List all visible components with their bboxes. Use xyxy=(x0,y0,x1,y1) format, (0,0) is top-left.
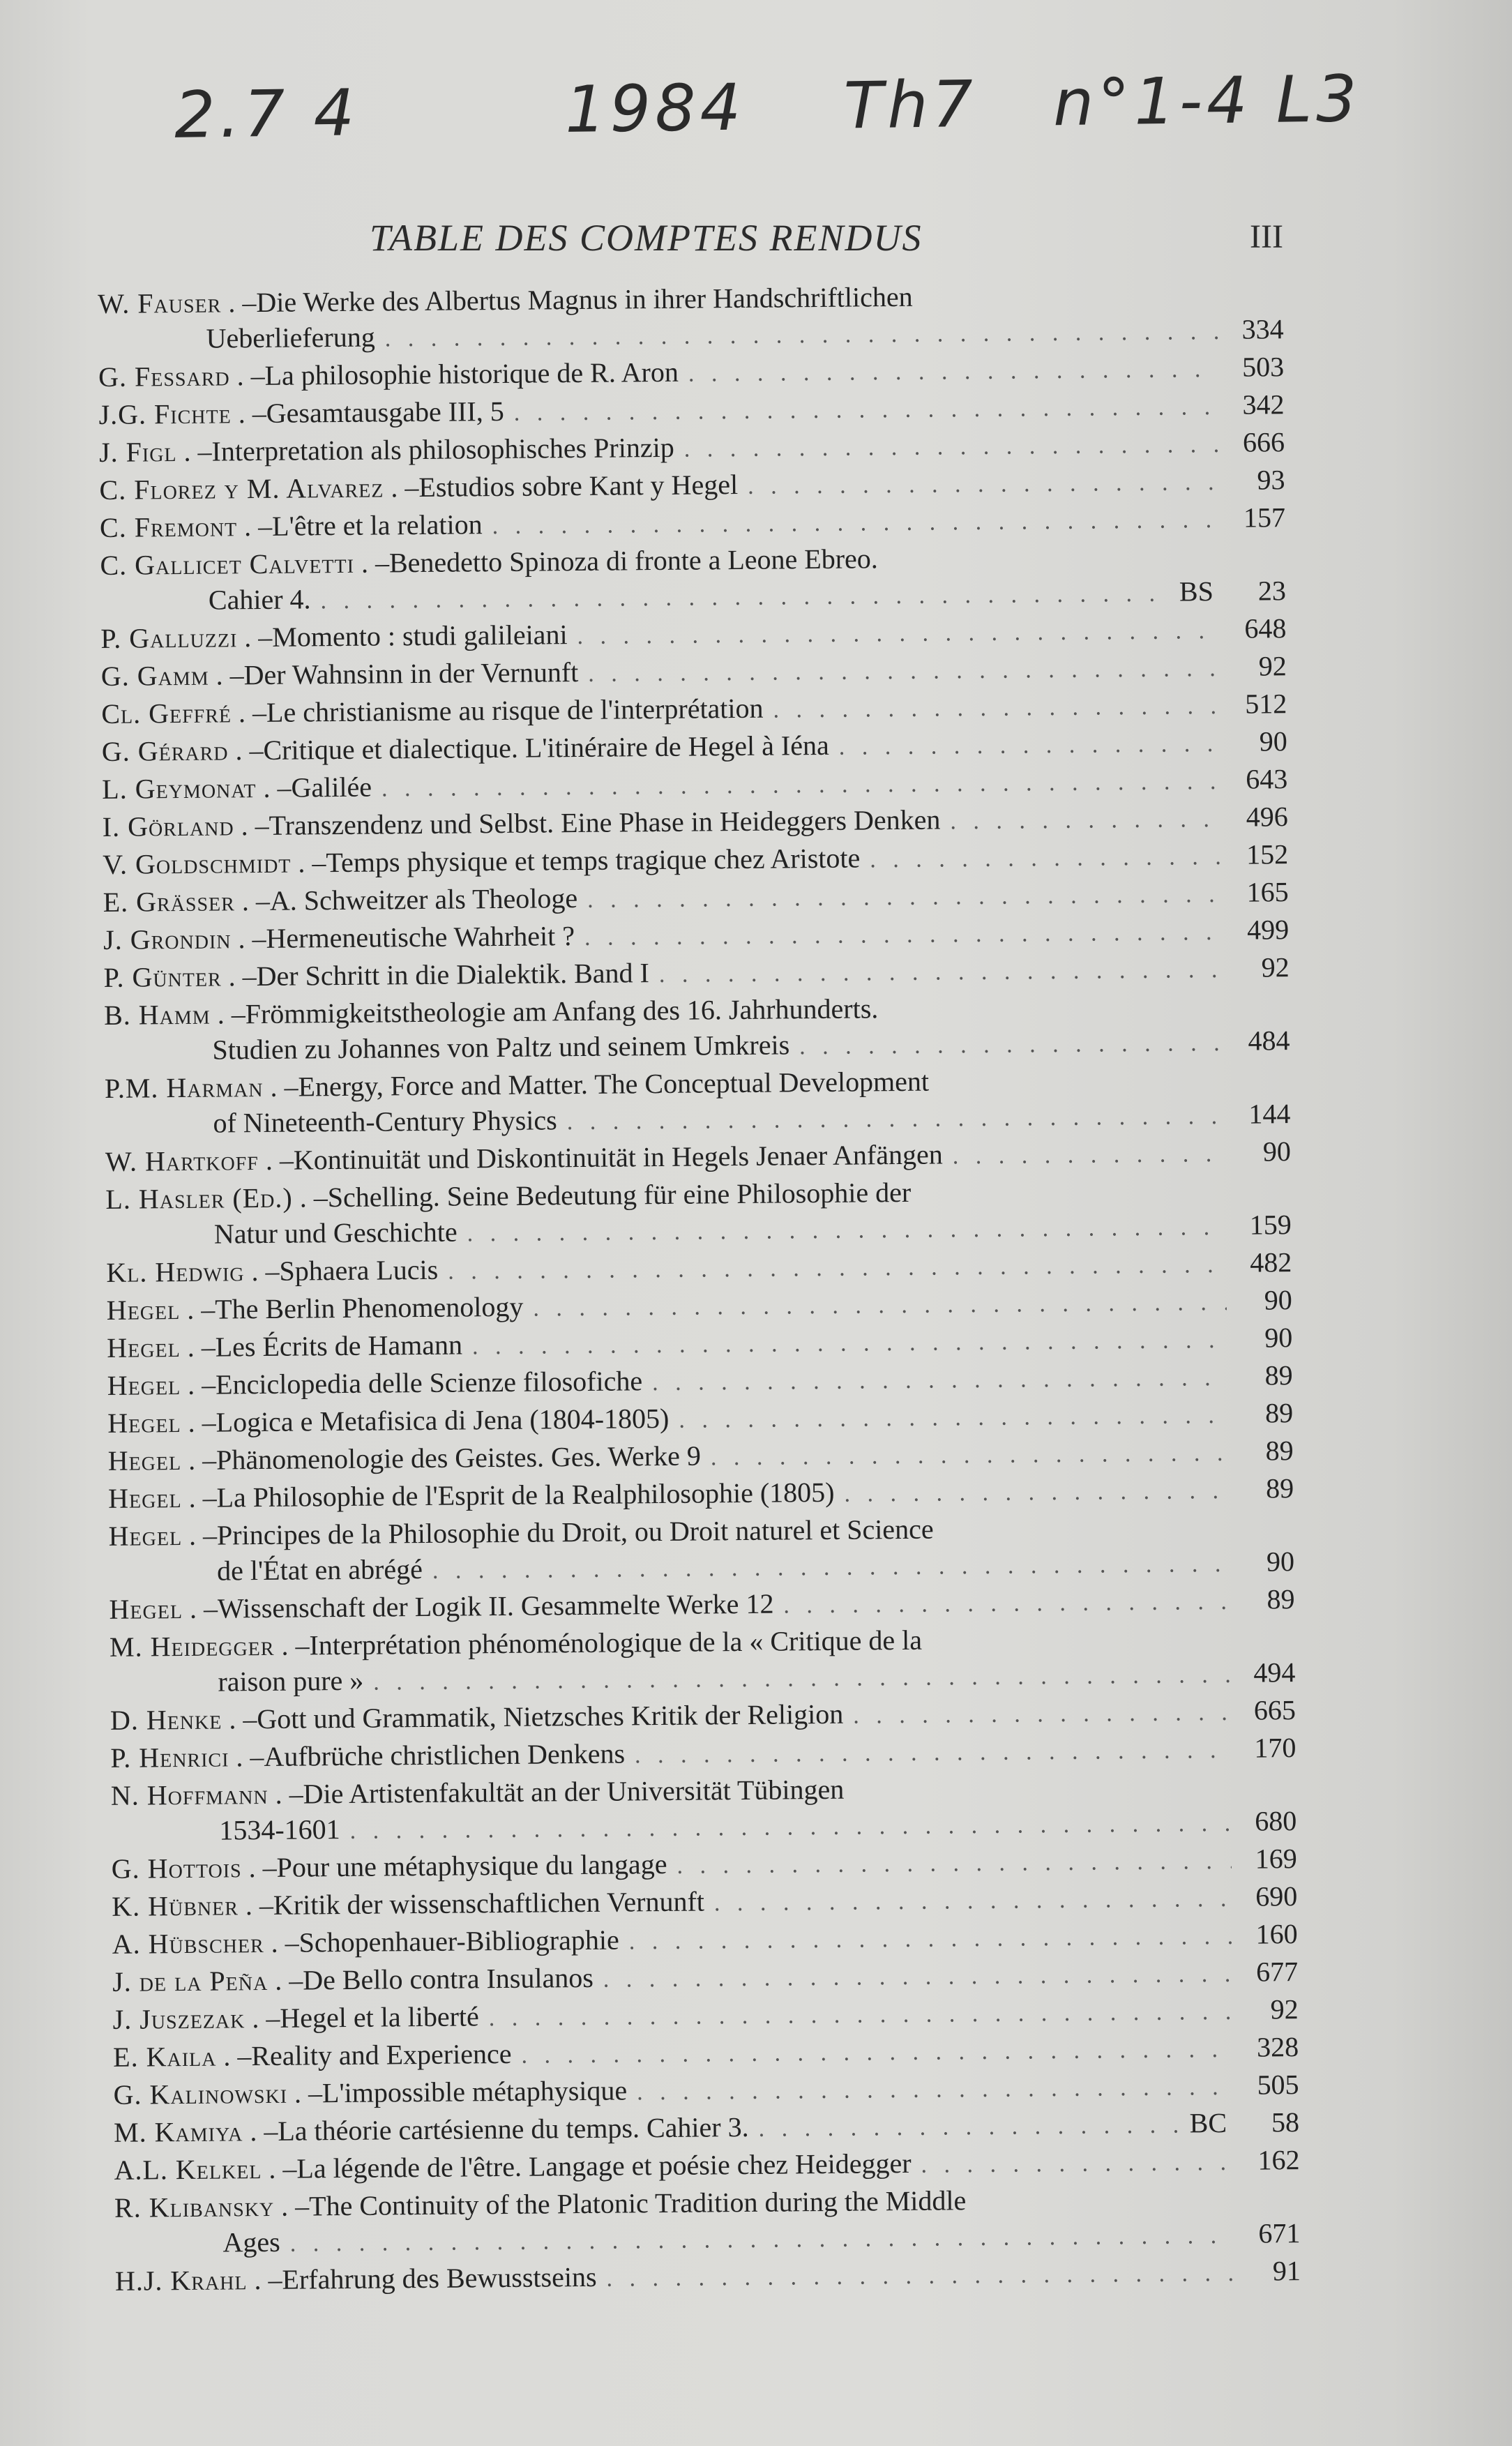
author-separator: . – xyxy=(243,510,273,543)
author-separator: . – xyxy=(271,1926,299,1958)
entry-page-number: 169 xyxy=(1255,1843,1297,1875)
author-separator: . – xyxy=(269,2152,297,2184)
entry-title: Die Artistenfakultät an der Universität Tübingen xyxy=(303,1773,845,1810)
index-entry xyxy=(104,987,1290,1071)
entry-author: Hegel xyxy=(107,1331,181,1364)
entry-page-number: 90 xyxy=(1262,1135,1292,1168)
entry-page-number: 23 xyxy=(1257,575,1287,607)
index-entry xyxy=(108,1508,1294,1592)
author-separator: . – xyxy=(248,1851,277,1884)
entry-title: Transzendenz und Selbst. Eine Phase in Heideggers Denken xyxy=(269,803,941,841)
dot-leader xyxy=(587,877,1223,918)
entry-author: Hegel xyxy=(107,1444,182,1477)
index-entry xyxy=(114,2180,1301,2263)
entry-title: The Berlin Phenomenology xyxy=(215,1290,524,1325)
author-separator: . – xyxy=(280,2190,310,2222)
entry-author: H.J. Krahl xyxy=(114,2264,248,2297)
entry-title: Kontinuität und Diskontinuität in Hegels Jenaer Anfängen xyxy=(293,1138,943,1176)
entry-title: La Philosophie de l'Esprit de la Realphilosophie (1805) xyxy=(216,1476,835,1513)
entry-page-number: 152 xyxy=(1246,838,1289,870)
dot-leader xyxy=(603,1956,1233,1998)
entry-title: Die Werke des Albertus Magnus in ihrer Handschriftlichen xyxy=(256,280,913,319)
author-separator: . – xyxy=(252,2002,280,2034)
dot-leader xyxy=(799,1025,1225,1064)
entry-title: The Continuity of the Platonic Tradition during the Middle xyxy=(308,2184,967,2222)
entry-title: Aufbrüche christlichen Denkens xyxy=(264,1737,626,1772)
entry-author: P. Galluzzi xyxy=(100,621,238,654)
entry-page-number: 482 xyxy=(1250,1246,1292,1278)
entry-title: Momento : studi galileiani xyxy=(272,619,568,653)
entry-author: W. Hartkoff xyxy=(105,1145,259,1177)
author-separator: . – xyxy=(236,359,265,392)
dot-leader xyxy=(711,1435,1228,1475)
author-separator: . – xyxy=(188,1481,217,1513)
entry-author: N. Hoffmann xyxy=(110,1778,269,1811)
author-separator: . – xyxy=(223,2040,252,2072)
entry-title: Reality and Experience xyxy=(251,2037,512,2072)
author-separator: . – xyxy=(245,1889,274,1922)
entry-title: A. Schweitzer als Theologe xyxy=(269,882,578,916)
entry-author: J. Juszezak xyxy=(112,2002,245,2035)
author-separator: . – xyxy=(183,435,212,467)
dot-leader xyxy=(853,1695,1230,1734)
index-entry xyxy=(111,1767,1297,1851)
handwritten-note: 2.7 4 xyxy=(174,75,359,153)
entry-author: D. Henke xyxy=(109,1703,222,1736)
author-separator: . – xyxy=(217,998,245,1030)
entry-author: L. Hasler (Ed.) xyxy=(105,1182,293,1215)
index-entry xyxy=(100,537,1286,621)
entry-page-number: 58 xyxy=(1271,2106,1300,2138)
author-separator: . – xyxy=(299,1182,328,1214)
handwritten-note: 1984 xyxy=(564,70,746,148)
dot-leader xyxy=(567,1099,1225,1140)
entry-page-number: 328 xyxy=(1256,2031,1299,2063)
dot-leader xyxy=(679,1398,1227,1438)
entry-page-number: 160 xyxy=(1255,1918,1298,1950)
dot-leader xyxy=(844,1473,1228,1512)
author-separator: . – xyxy=(298,847,326,879)
entry-page-number: 496 xyxy=(1246,801,1288,833)
dot-leader xyxy=(606,2256,1235,2297)
dot-leader xyxy=(684,427,1220,467)
dot-leader xyxy=(758,2108,1180,2147)
entry-page-number: 494 xyxy=(1253,1656,1296,1689)
dot-leader xyxy=(588,651,1221,692)
entry-page-number: 93 xyxy=(1257,464,1285,496)
entry-author: A.L. Kelkel xyxy=(114,2153,262,2186)
entry-page-number: 690 xyxy=(1255,1880,1298,1912)
author-separator: . – xyxy=(238,397,266,430)
entry-page-number: 157 xyxy=(1243,501,1286,534)
entry-title: Erfahrung des Bewusstseins xyxy=(282,2260,597,2295)
author-separator: . – xyxy=(229,1703,257,1735)
author-separator: . – xyxy=(235,734,264,767)
entry-title: Sphaera Lucis xyxy=(279,1253,439,1287)
entry-author: J. de la Peña xyxy=(112,1964,269,1998)
entry-title: Energy, Force and Matter. The Conceptual Development xyxy=(298,1065,930,1103)
entry-title: Interpretation als philosophisches Prinzip xyxy=(211,431,674,467)
entry-page-number: 90 xyxy=(1259,725,1287,757)
author-separator: . – xyxy=(189,1592,218,1624)
entry-author: G. Gamm xyxy=(100,659,209,692)
dot-leader xyxy=(773,688,1221,728)
entry-title: Les Écrits de Hamann xyxy=(215,1329,463,1363)
page-title: TABLE DES COMPTES RENDUS xyxy=(370,217,923,259)
entry-page-number: 90 xyxy=(1264,1322,1293,1354)
dot-leader xyxy=(514,389,1219,431)
entry-author: Hegel xyxy=(108,1520,183,1552)
entry-author: M. Heidegger xyxy=(109,1629,275,1663)
entry-page-number: 89 xyxy=(1267,1583,1295,1615)
entry-page-number: 505 xyxy=(1257,2069,1299,2101)
entry-author: Hegel xyxy=(107,1407,181,1439)
entry-title: Schopenhauer-Bibliographie xyxy=(298,1924,619,1958)
entry-title: raison pure » xyxy=(218,1664,364,1698)
dot-leader xyxy=(472,1322,1227,1364)
dot-leader xyxy=(584,914,1224,956)
dot-leader xyxy=(637,2069,1234,2110)
author-separator: . – xyxy=(250,2115,278,2147)
entry-author: L. Geymonat xyxy=(102,772,257,805)
entry-page-number: 665 xyxy=(1253,1694,1296,1726)
dot-leader xyxy=(577,613,1220,654)
author-separator: . – xyxy=(294,2077,323,2109)
entry-page-number: 671 xyxy=(1258,2217,1301,2249)
entry-page-number: 89 xyxy=(1265,1435,1294,1467)
entry-author: J. Grondin xyxy=(103,923,232,956)
dot-leader xyxy=(783,1584,1229,1624)
entry-title: Pour une métaphysique du langage xyxy=(276,1848,667,1883)
dot-leader xyxy=(521,2032,1233,2074)
dot-leader xyxy=(748,465,1220,504)
entry-author: C. Florez y M. Alvarez xyxy=(99,471,384,506)
entry-page-number: 144 xyxy=(1248,1098,1291,1130)
entry-title: de l'État en abrégé xyxy=(216,1553,423,1587)
entry-author: P.M. Harman xyxy=(104,1071,264,1104)
entry-author: I. Görland xyxy=(102,810,234,843)
entry-page-number: 159 xyxy=(1249,1209,1292,1241)
entry-title: Wissenschaft der Logik II. Gesammelte Werke 12 xyxy=(217,1587,774,1624)
handwritten-shelfmark xyxy=(174,47,1361,169)
author-separator: . – xyxy=(238,922,266,955)
entry-title: Der Wahnsinn in der Vernunft xyxy=(243,656,579,691)
author-separator: . – xyxy=(391,471,419,504)
dot-leader xyxy=(921,2145,1234,2183)
author-separator: . – xyxy=(228,960,257,992)
entry-author: A. Hübscher xyxy=(112,1927,264,1960)
entry-title: Phänomenologie des Geistes. Ges. Werke 9 xyxy=(216,1440,702,1476)
entry-author: E. Grässer xyxy=(103,885,236,918)
entry-title: La théorie cartésienne du temps. Cahier 3. xyxy=(278,2111,749,2147)
entry-page-number: 512 xyxy=(1245,688,1287,720)
dot-leader xyxy=(492,502,1220,544)
entry-title: L'être et la relation xyxy=(271,508,483,542)
author-separator: . – xyxy=(265,1144,294,1176)
entry-title: Cahier 4. xyxy=(208,583,311,616)
entry-author: B. Hamm xyxy=(103,998,211,1031)
entry-title: La philosophie historique de R. Aron xyxy=(264,356,679,391)
entry-title: L'impossible métaphysique xyxy=(322,2074,628,2109)
entry-title: Kritik der wissenschaftlichen Vernunft xyxy=(273,1885,705,1921)
entry-page-number: 342 xyxy=(1242,388,1285,421)
entry-page-number: 90 xyxy=(1266,1546,1295,1578)
entry-title: Gott und Grammatik, Nietzsches Kritik der Religion xyxy=(257,1698,844,1735)
entry-page-number: 92 xyxy=(1261,951,1290,983)
author-separator: . – xyxy=(216,659,244,691)
entry-page-number: 165 xyxy=(1246,876,1289,908)
entry-author: G. Kalinowski xyxy=(113,2077,288,2111)
entry-title: Benedetto Spinoza di fronte a Leone Ebreo. xyxy=(388,543,879,579)
entry-author: G. Hottois xyxy=(111,1852,242,1885)
entry-page-number: 89 xyxy=(1265,1472,1294,1504)
author-separator: . – xyxy=(187,1331,216,1363)
entry-title: Principes de la Philosophie du Droit, ou Droit naturel et Science xyxy=(216,1513,934,1551)
entry-title: Schelling. Seine Bedeutung für eine Philosophie der xyxy=(327,1176,912,1214)
entry-title: Enciclopedia delle Scienze filosofiche xyxy=(215,1365,643,1401)
author-separator: . – xyxy=(188,1406,216,1438)
dot-leader xyxy=(489,1994,1233,2036)
entry-author: Hegel xyxy=(109,1593,183,1625)
entry-author: C. Gallicet Calvetti xyxy=(100,547,355,581)
entry-author: Cl. Geffré xyxy=(101,697,232,730)
entry-page-number: 90 xyxy=(1264,1284,1292,1316)
dot-leader xyxy=(652,1360,1227,1401)
entry-title: Natur und Geschichte xyxy=(213,1216,458,1250)
dot-leader xyxy=(676,1843,1232,1884)
author-separator: . – xyxy=(238,696,267,729)
entry-page-number: 677 xyxy=(1255,1956,1299,1988)
entry-page-number: 503 xyxy=(1241,351,1285,383)
author-separator: . – xyxy=(188,1519,218,1551)
dot-leader xyxy=(688,352,1219,392)
dot-leader xyxy=(839,726,1222,765)
author-separator: . – xyxy=(270,1071,298,1103)
dot-leader xyxy=(953,1136,1226,1174)
dot-leader xyxy=(714,1881,1232,1921)
entry-title: De Bello contra Insulanos xyxy=(303,1961,594,1996)
entry-author: R. Klibansky xyxy=(114,2190,275,2224)
dot-leader xyxy=(659,952,1224,992)
author-separator: . – xyxy=(275,1778,303,1810)
author-separator: . – xyxy=(241,884,271,917)
entry-author: J.G. Fichte xyxy=(98,398,232,430)
dot-leader xyxy=(635,1732,1231,1773)
entry-page-number: 170 xyxy=(1254,1732,1296,1764)
entry-author: W. Fauser xyxy=(98,287,222,319)
entry-title: Logica e Metafisica di Jena (1804-1805) xyxy=(216,1402,670,1438)
author-separator: . – xyxy=(251,1255,280,1288)
author-separator: . – xyxy=(281,1629,310,1661)
entry-page-number: 92 xyxy=(1258,650,1287,682)
index-entry xyxy=(105,1171,1292,1255)
dot-leader xyxy=(533,1285,1227,1327)
series-code: BC xyxy=(1189,2106,1227,2139)
entry-title: Der Schritt in die Dialektik. Band I xyxy=(256,957,650,992)
entry-title: 1534-1601 xyxy=(219,1813,340,1846)
entry-author: K. Hübner xyxy=(112,1889,239,1922)
entry-title: Studien zu Johannes von Paltz und seinem Umkreis xyxy=(212,1029,790,1066)
entry-author: Hegel xyxy=(106,1294,181,1326)
entry-author: M. Kamiya xyxy=(113,2115,243,2148)
entry-author: Kl. Hedwig xyxy=(106,1255,245,1288)
entry-title: Gesamtausgabe III, 5 xyxy=(266,395,504,429)
dot-leader xyxy=(467,1209,1226,1251)
author-separator: . – xyxy=(244,621,273,654)
dot-leader xyxy=(629,1919,1232,1960)
entry-author: P. Günter xyxy=(103,960,222,993)
entry-title: Ages xyxy=(222,2226,280,2258)
page-number: III xyxy=(1250,218,1283,255)
entry-title: Interprétation phénoménologique de la « Critique de la xyxy=(309,1624,923,1661)
handwritten-note: Th7 xyxy=(843,66,978,144)
entry-title: La légende de l'être. Langage et poésie chez Heidegger xyxy=(296,2147,912,2184)
entry-page-number: 666 xyxy=(1242,426,1285,458)
dot-leader xyxy=(950,801,1223,839)
index-entry xyxy=(109,1619,1296,1703)
author-separator: . – xyxy=(187,1293,216,1325)
entry-author: G. Gérard xyxy=(101,734,229,767)
index-entry xyxy=(98,275,1284,359)
entry-title: Temps physique et temps tragique chez Aristote xyxy=(326,842,861,879)
series-code: BS xyxy=(1179,575,1214,607)
entry-title: Galilée xyxy=(291,771,372,803)
entry-title: of Nineteenth-Century Physics xyxy=(213,1104,557,1139)
author-separator: . – xyxy=(361,547,390,579)
entry-page-number: 648 xyxy=(1244,612,1287,644)
entry-page-number: 91 xyxy=(1272,2255,1301,2287)
entry-page-number: 334 xyxy=(1241,313,1284,345)
author-separator: . – xyxy=(187,1368,216,1401)
entry-page-number: 643 xyxy=(1246,763,1288,795)
entry-title: Frömmigkeitstheologie am Anfang des 16. Jahrhunderts. xyxy=(245,992,879,1030)
author-separator: . – xyxy=(228,287,257,319)
entry-page-number: 680 xyxy=(1255,1805,1297,1837)
entry-page-number: 484 xyxy=(1248,1025,1290,1057)
entry-title: Critique et dialectique. L'itinéraire de Hegel à Iéna xyxy=(263,729,829,766)
author-separator: . – xyxy=(275,1964,303,1996)
entry-author: Hegel xyxy=(107,1482,182,1514)
entry-author: G. Fessard xyxy=(98,360,230,393)
index-entry xyxy=(105,1060,1291,1144)
running-header xyxy=(98,209,1283,265)
entry-author: P. Henrici xyxy=(110,1741,229,1774)
entry-author: V. Goldschmidt xyxy=(103,847,292,880)
author-separator: . – xyxy=(188,1444,217,1476)
entry-title: Hermeneutische Wahrheit ? xyxy=(266,920,575,954)
dot-leader xyxy=(870,839,1223,877)
author-separator: . – xyxy=(236,1741,264,1773)
author-separator: . – xyxy=(254,2263,282,2296)
entry-page-number: 89 xyxy=(1264,1397,1294,1429)
entry-page-number: 89 xyxy=(1264,1359,1293,1391)
entry-page-number: 499 xyxy=(1246,914,1290,946)
author-separator: . – xyxy=(241,809,269,842)
entry-title: Estudios sobre Kant y Hegel xyxy=(418,469,739,503)
review-index-list xyxy=(98,275,1301,2301)
entry-title: Le christianisme au risque de l'interprétation xyxy=(266,692,764,728)
entry-author: C. Fremont xyxy=(99,511,238,543)
entry-page-number: 92 xyxy=(1270,1993,1299,2025)
author-separator: . – xyxy=(263,771,292,803)
handwritten-note: n°1-4 L3 xyxy=(1052,61,1362,141)
entry-author: Hegel xyxy=(107,1369,181,1401)
entry-author: E. Kaila xyxy=(112,2040,217,2073)
entry-page-number: 162 xyxy=(1257,2144,1300,2176)
entry-author: J. Figl xyxy=(98,436,177,468)
entry-title: Ueberlieferung xyxy=(206,321,375,354)
entry-title: Hegel et la liberté xyxy=(280,2000,479,2034)
